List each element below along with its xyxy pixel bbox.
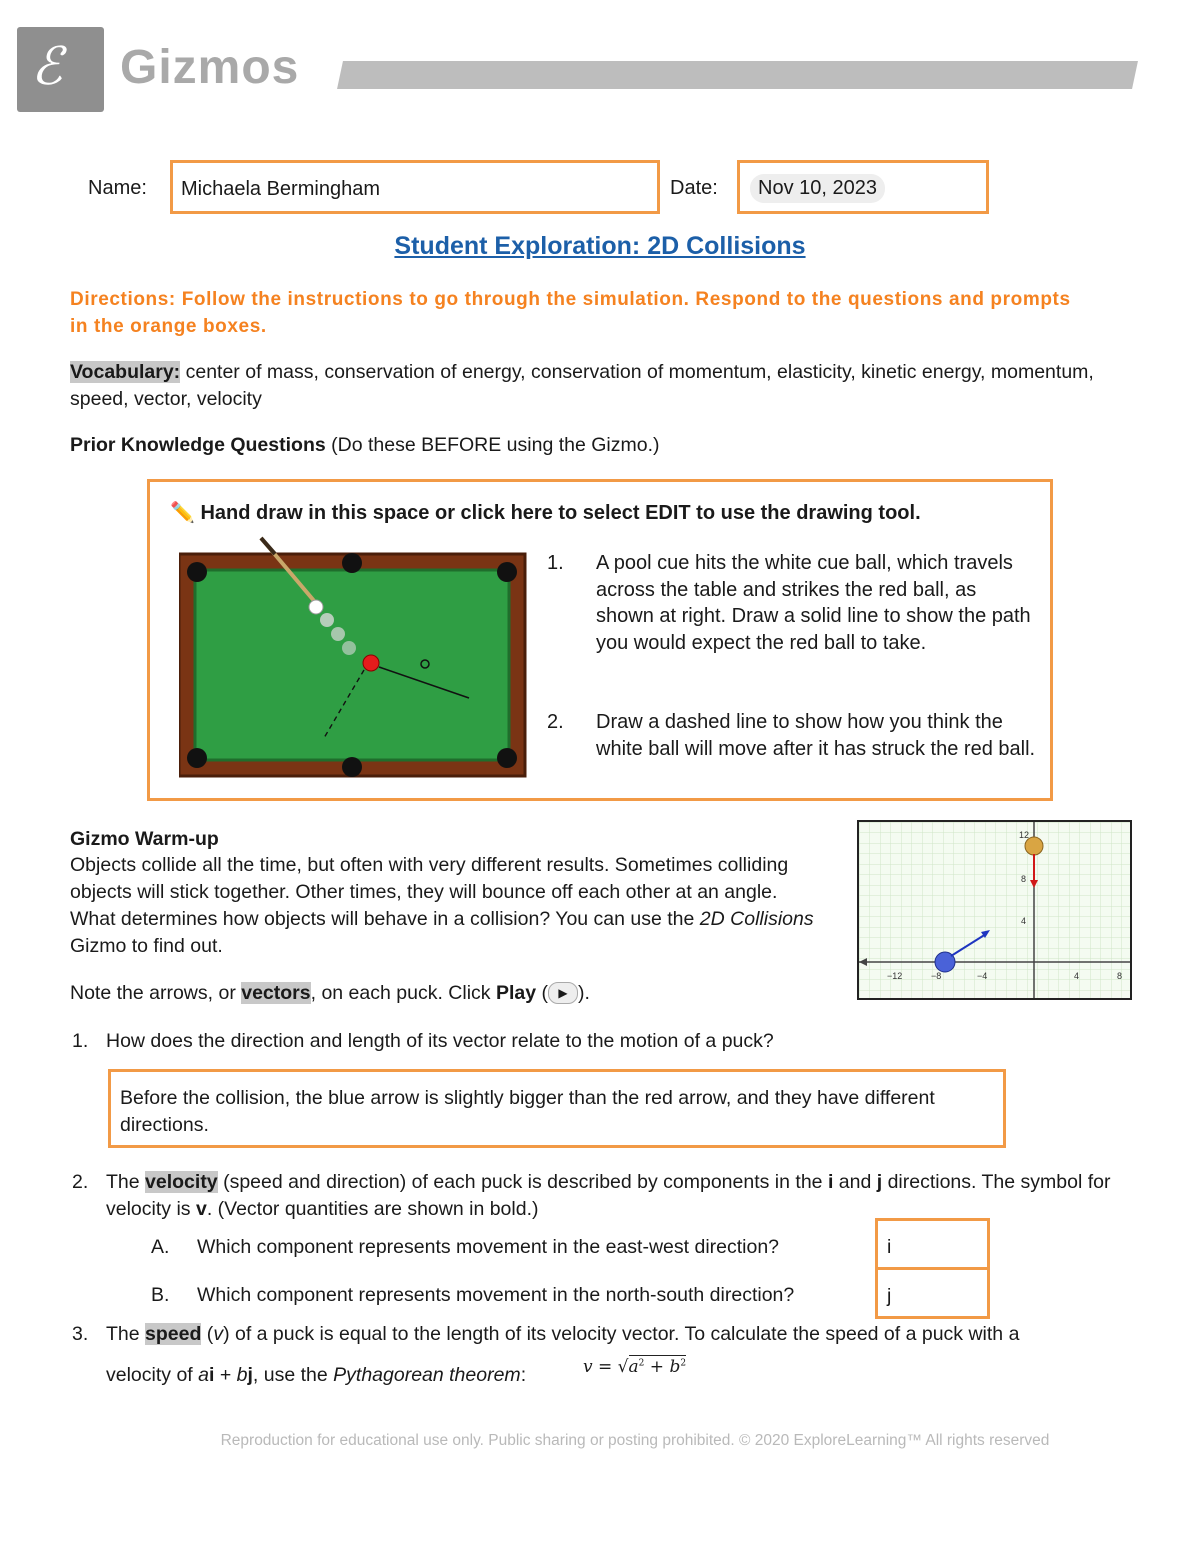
formula-eq: = √ bbox=[592, 1357, 629, 1377]
drawing-box[interactable] bbox=[147, 479, 1053, 801]
tick-label: −4 bbox=[977, 971, 988, 981]
formula-exp: 2 bbox=[638, 1358, 645, 1369]
pythagorean-term: Pythagorean theorem bbox=[333, 1364, 521, 1386]
prior-label: Prior Knowledge Questions bbox=[70, 434, 326, 456]
target-marker bbox=[421, 660, 429, 668]
i-bold: i bbox=[208, 1364, 215, 1386]
v-italic: v bbox=[213, 1323, 224, 1345]
q3-line1 bbox=[106, 1321, 1136, 1348]
brand-name: Gizmos bbox=[120, 41, 300, 94]
red-ball bbox=[363, 655, 379, 671]
q2-text: . (Vector quantities are shown in bold.) bbox=[206, 1198, 539, 1220]
q3-text: ( bbox=[201, 1323, 214, 1345]
formula-v: v bbox=[583, 1357, 593, 1377]
pocket bbox=[497, 562, 517, 582]
page-title: Student Exploration: 2D Collisions bbox=[394, 232, 806, 260]
q1-number: 1. bbox=[547, 552, 564, 574]
name-field[interactable] bbox=[170, 160, 660, 214]
y-tick-label: 4 bbox=[1021, 916, 1027, 926]
q1-answer: Before the collision, the blue arrow is slightly bigger than the red arrow, and they have different directions. bbox=[120, 1087, 935, 1136]
footer-copyright: Reproduction for educational use only. Public sharing or posting prohibited. © 2020 ExploreLearning™ All rights reserved bbox=[220, 1432, 1050, 1449]
q2b-answer-box[interactable] bbox=[875, 1267, 990, 1319]
q2-text: (speed and direction) of each puck is described by components in the bbox=[217, 1171, 828, 1193]
q2b-question: Which component represents movement in the north-south direction? bbox=[197, 1284, 795, 1306]
speed-formula bbox=[583, 1357, 686, 1377]
j-symbol: j bbox=[876, 1171, 883, 1193]
logo-glyph: ℰ bbox=[31, 37, 63, 97]
drawing-instruction[interactable] bbox=[170, 500, 921, 525]
name-value: Michaela Bermingham bbox=[181, 178, 380, 200]
warmup-paragraph bbox=[70, 852, 825, 960]
formula-plus: + bbox=[644, 1357, 670, 1377]
note-text-3: ( bbox=[536, 982, 548, 1004]
pocket bbox=[187, 562, 207, 582]
vocabulary-text: center of mass, conservation of energy, conservation of momentum, elasticity, kinetic energy, momentum, speed, vector, velocity bbox=[70, 361, 1094, 410]
vectors-term: vectors bbox=[241, 982, 311, 1004]
q2-text: The bbox=[106, 1171, 146, 1193]
q3-text: velocity of bbox=[106, 1364, 199, 1386]
q3-text: The bbox=[106, 1323, 146, 1345]
q2a-question: Which component represents movement in the east-west direction? bbox=[197, 1236, 780, 1258]
tick-label: −8 bbox=[931, 971, 942, 981]
q3-line2 bbox=[106, 1362, 526, 1389]
orange-puck bbox=[1025, 837, 1043, 855]
tick-label: 4 bbox=[1074, 971, 1080, 981]
date-value: Nov 10, 2023 bbox=[750, 174, 885, 203]
q2-text: directions. The symbol for velocity is bbox=[106, 1171, 1111, 1220]
q3-text: , use the bbox=[252, 1364, 334, 1386]
q2a-answer-box[interactable] bbox=[875, 1218, 990, 1270]
pocket bbox=[187, 748, 207, 768]
header-bar bbox=[337, 61, 1138, 89]
warmup-heading: Gizmo Warm-up bbox=[70, 828, 219, 850]
note-text-2: , on each puck. Click bbox=[310, 982, 496, 1004]
tick-label: −12 bbox=[887, 971, 903, 981]
y-tick-label: 8 bbox=[1021, 874, 1027, 884]
q2-question bbox=[106, 1169, 1126, 1223]
q2-text: Draw a dashed line to show how you think the white ball will move after it has struck the red ball. bbox=[596, 711, 1036, 760]
q2b-label: B. bbox=[151, 1284, 170, 1306]
note-text: Note the arrows, or bbox=[70, 982, 242, 1004]
q1-num: 1. bbox=[72, 1030, 89, 1052]
velocity-term: velocity bbox=[145, 1171, 218, 1193]
q2-number: 2. bbox=[547, 711, 564, 733]
v-symbol: v bbox=[195, 1198, 207, 1220]
brand-logo bbox=[17, 27, 104, 112]
y-tick-label: 12 bbox=[1019, 830, 1030, 840]
b-italic: b bbox=[236, 1364, 248, 1386]
formula-b: b bbox=[669, 1357, 681, 1377]
warmup-gizmo-name: 2D Collisions bbox=[699, 908, 814, 930]
tick-label: 8 bbox=[1117, 971, 1123, 981]
q2a-answer: i bbox=[887, 1236, 892, 1258]
q3-text: ) of a puck is equal to the length of its velocity vector. To calculate the speed of a puck with a bbox=[223, 1323, 1020, 1345]
table-felt bbox=[195, 570, 509, 760]
warmup-text-end: Gizmo to find out. bbox=[70, 935, 223, 957]
q1-answer-box[interactable] bbox=[108, 1069, 1006, 1148]
play-icon[interactable]: ▶ bbox=[548, 982, 578, 1004]
q2-num: 2. bbox=[72, 1171, 89, 1193]
q1-question: How does the direction and length of its vector relate to the motion of a puck? bbox=[106, 1030, 774, 1052]
formula-a: a bbox=[628, 1357, 639, 1377]
collision-graph bbox=[857, 820, 1132, 1000]
pencil-icon: ✏️ bbox=[170, 502, 195, 524]
q2a-label: A. bbox=[151, 1236, 170, 1258]
speed-term: speed bbox=[145, 1323, 202, 1345]
q3-num: 3. bbox=[72, 1323, 89, 1345]
warmup-text: Objects collide all the time, but often with very different results. Sometimes colliding objects will stick together. Other times, they will bounce off each other at an angle. What determines how objects will behave in a collision? You can use the bbox=[70, 854, 789, 930]
play-word: Play bbox=[495, 982, 537, 1004]
pool-table-image bbox=[179, 530, 527, 778]
note-text-4: ). bbox=[578, 982, 590, 1004]
prior-knowledge-heading bbox=[70, 432, 660, 459]
plus: + bbox=[214, 1364, 237, 1386]
q2-text: and bbox=[833, 1171, 877, 1193]
formula-exp: 2 bbox=[680, 1358, 687, 1369]
warmup-note bbox=[70, 980, 590, 1007]
pocket bbox=[342, 553, 362, 573]
colon: : bbox=[520, 1364, 527, 1386]
name-label: Name: bbox=[88, 177, 147, 199]
prior-text: (Do these BEFORE using the Gizmo.) bbox=[325, 434, 660, 456]
drawing-instruction-text: Hand draw in this space or click here to select EDIT to use the drawing tool. bbox=[200, 502, 921, 524]
directions: Directions: Follow the instructions to go through the simulation. Respond to the questions and prompts in the orange boxes. bbox=[70, 289, 1071, 337]
a-italic: a bbox=[198, 1364, 209, 1386]
pocket bbox=[497, 748, 517, 768]
i-symbol: i bbox=[827, 1171, 834, 1193]
q2b-answer: j bbox=[887, 1285, 892, 1307]
vocabulary-label: Vocabulary: bbox=[70, 361, 181, 383]
pocket bbox=[342, 757, 362, 777]
vocabulary bbox=[70, 359, 1130, 413]
q1-text: A pool cue hits the white cue ball, which travels across the table and strikes the red ball, as shown at right. Draw a solid line to show the path you would expect the red ball to take. bbox=[596, 552, 1031, 654]
j-bold: j bbox=[247, 1364, 253, 1386]
date-field[interactable] bbox=[737, 160, 989, 214]
cue-ball bbox=[309, 600, 323, 614]
date-label: Date: bbox=[670, 177, 718, 199]
